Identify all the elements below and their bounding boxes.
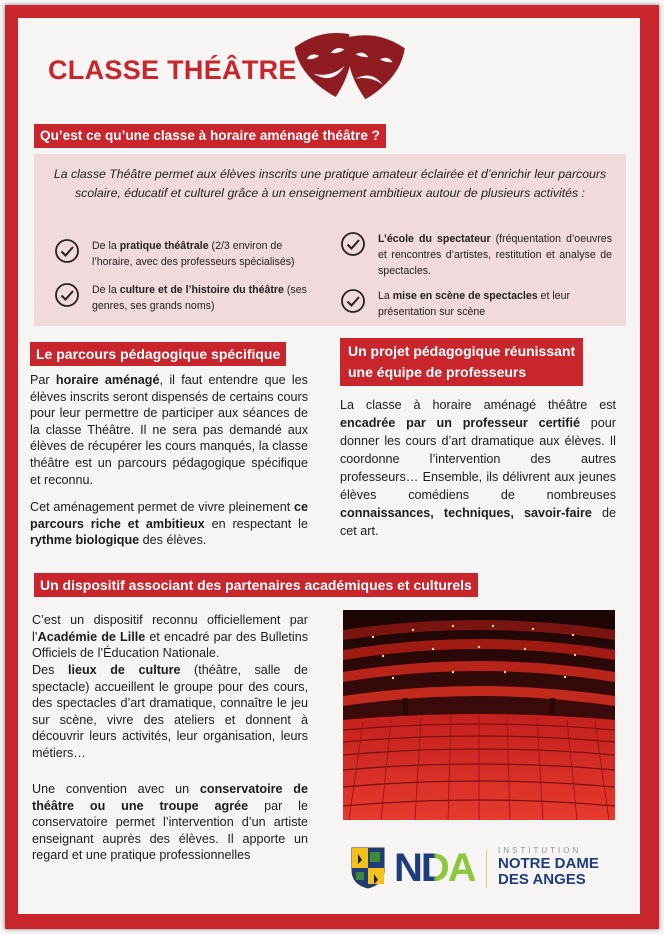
feature-item xyxy=(54,238,314,270)
feature-text: La mise en scène de spectacles et leur présentation sur scène xyxy=(378,290,570,318)
theater-hall-photo xyxy=(343,610,615,820)
section-label-parcours: Le parcours pédagogique spécifique xyxy=(30,342,286,366)
intro-box xyxy=(34,154,626,326)
dispositif-paragraph-3: Une convention avec un conservatoire de théâtre ou une troupe agrée par le conservatoire permet l’intervention d’un artiste enseignant auprès des élèves. Il apporte un regard et une pratique professionnelles xyxy=(32,782,308,863)
feature-text: De la culture et de l’histoire du théâtre (ses genres, ses grands noms) xyxy=(92,284,307,312)
parcours-paragraph-2: Cet aménagement permet de vivre pleinement ce parcours riche et ambitieux en respectant le rythme biologique des élèves. xyxy=(30,500,308,548)
flyer-page xyxy=(18,18,640,914)
theater-masks-icon xyxy=(294,26,406,106)
check-circle-icon xyxy=(340,231,366,257)
check-circle-icon xyxy=(54,282,80,308)
feature-item xyxy=(340,288,612,320)
feature-text: L’école du spectateur (fréquentation d’oeuvres et rencontres d’artistes, restitution et analyse de spectacles. xyxy=(378,233,612,277)
page-title: CLASSE THÉÂTRE xyxy=(48,55,297,85)
parcours-paragraph-1: Par horaire aménagé, il faut entendre que les élèves inscrits seront dispensés de certains cours pour leur permettre de participer aux séances de la classe Théâtre. Il ne sera pas demandé aux élèves de récupérer les cours manqués, la classe théâtre est un parcours pédagogique spécifique et reconnu. xyxy=(30,373,308,487)
check-circle-icon xyxy=(340,288,366,314)
feature-item xyxy=(54,282,314,314)
footer-logos xyxy=(350,844,630,894)
institution-name-line: DES ANGES xyxy=(498,871,586,888)
institution-name-line: NOTRE DAME xyxy=(498,855,599,872)
check-circle-icon xyxy=(54,238,80,264)
institution-small-text: INSTITUTION xyxy=(498,846,582,855)
feature-text: De la pratique théâtrale (2/3 environ de l’horaire, avec des professeurs spécialisés) xyxy=(92,240,295,268)
section-label-dispositif: Un dispositif associant des partenaires académiques et culturels xyxy=(34,573,478,597)
logo-divider xyxy=(486,850,487,888)
label-line: une équipe de professeurs xyxy=(348,364,527,380)
section-label-projet xyxy=(340,338,583,386)
section-label-intro: Qu’est ce qu’une classe à horaire aménagé théâtre ? xyxy=(34,124,386,148)
coat-of-arms-icon xyxy=(350,846,386,890)
institution-logo xyxy=(498,846,628,888)
projet-paragraph: La classe à horaire aménagé théâtre est encadrée par un professeur certifié pour donner les cours d’art dramatique aux élèves. Il coordonne l’intervention des autres professeurs… Ensemble, ils délivrent aux jeunes élèves comédiens de nombreuses connaissances, techniques, savoir-faire de cet art. xyxy=(340,398,616,538)
nda-logo-text: NDA xyxy=(394,846,475,890)
nda-logo xyxy=(394,846,475,890)
intro-text: La classe Théâtre permet aux élèves inscrits une pratique amateur éclairée et d’enrichir leur parcours scolaire, éducatif et culturel grâce à un enseignement ambitieux autour de plusieurs activités : xyxy=(53,167,607,200)
feature-item xyxy=(340,231,612,279)
dispositif-paragraph-2: Des lieux de culture (théâtre, salle de spectacle) accueillent le groupe pour des cours, des spectacles d’art dramatique, connaître le jeu sur scène, vivre des ateliers et donnent à découvrir leurs activités, leur organisation, leurs métiers… xyxy=(32,663,308,760)
dispositif-paragraph-1: C’est un dispositif reconnu officiellement par l’Académie de Lille et encadré par des Bulletins Officiels de l’Éducation Nationale. xyxy=(32,613,308,661)
label-line: Un projet pédagogique réunissant xyxy=(348,343,576,359)
